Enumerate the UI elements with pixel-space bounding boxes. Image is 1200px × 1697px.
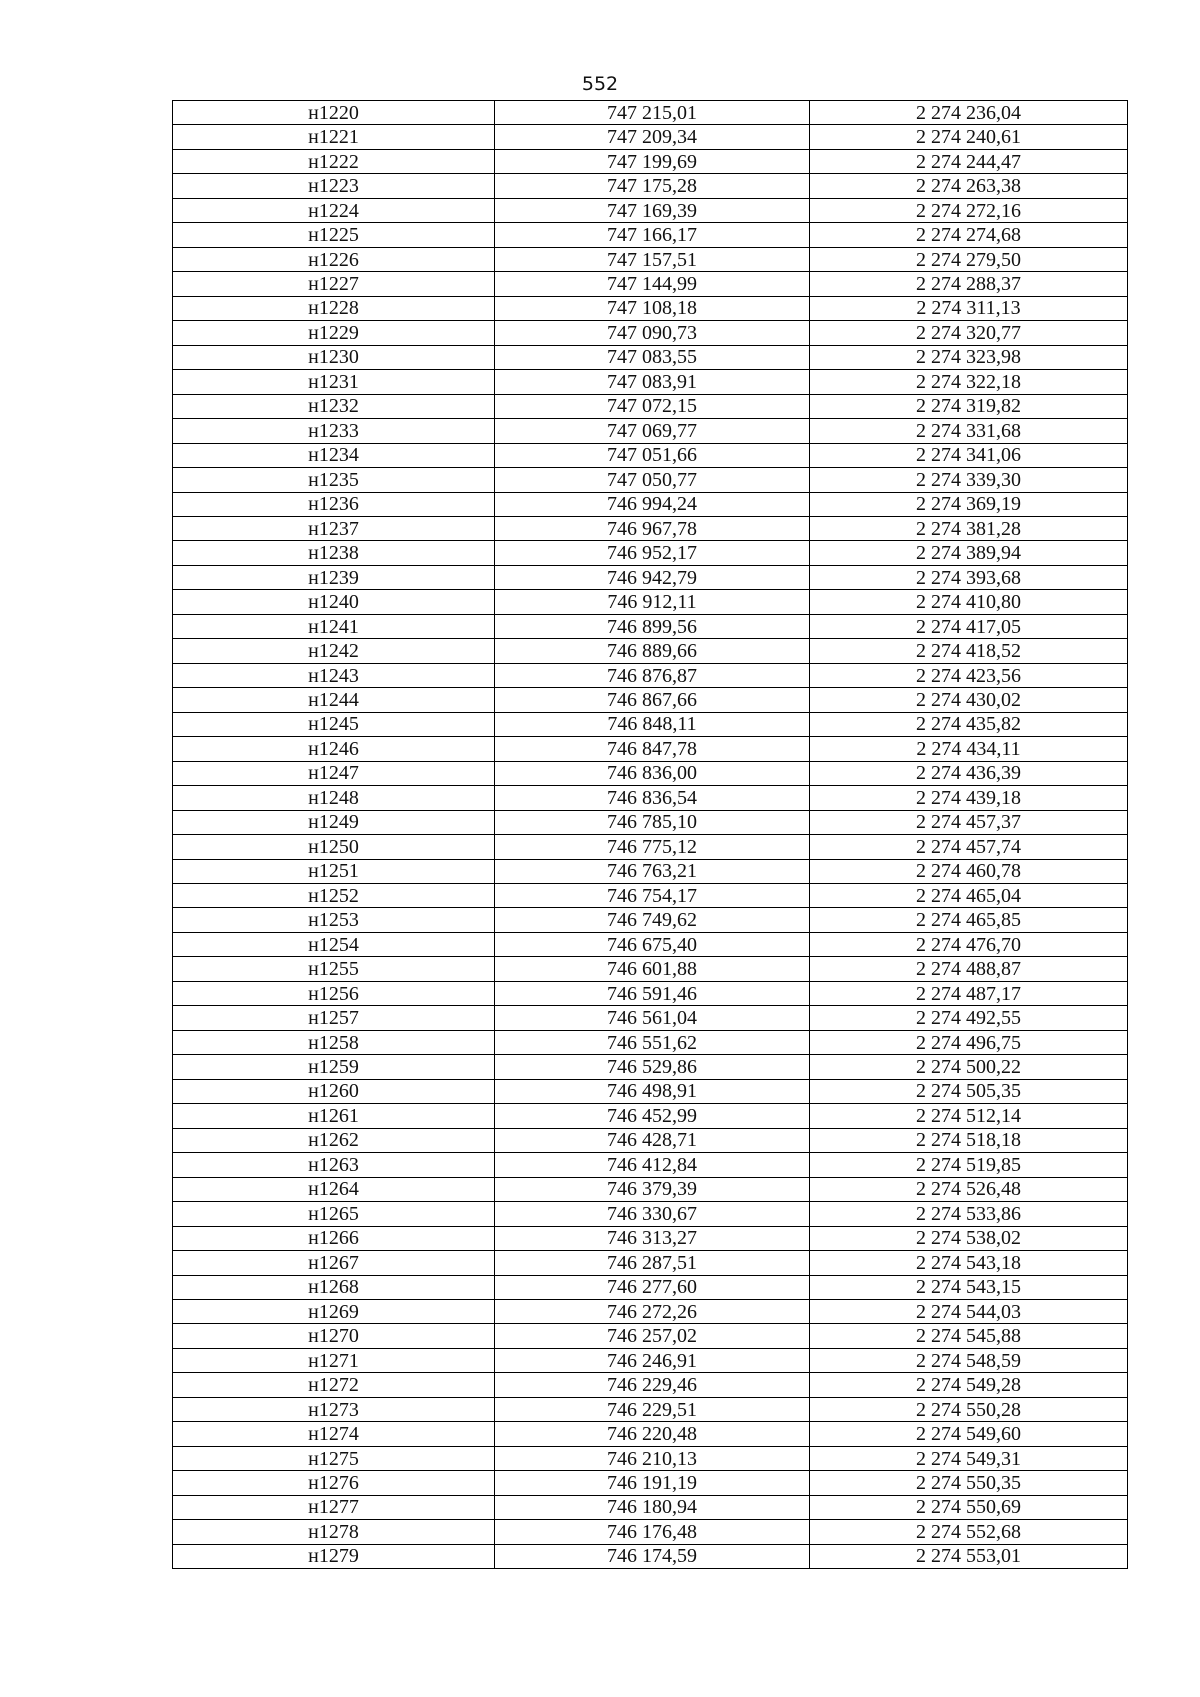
x-coordinate-cell: 747 169,39	[495, 198, 810, 222]
y-coordinate-cell: 2 274 549,28	[810, 1373, 1128, 1397]
point-id-cell: н1264	[173, 1177, 495, 1201]
y-coordinate-cell: 2 274 435,82	[810, 712, 1128, 736]
y-coordinate-cell: 2 274 457,37	[810, 810, 1128, 834]
point-id-cell: н1267	[173, 1251, 495, 1275]
x-coordinate-cell: 746 176,48	[495, 1520, 810, 1544]
y-coordinate-cell: 2 274 410,80	[810, 590, 1128, 614]
x-coordinate-cell: 746 601,88	[495, 957, 810, 981]
y-coordinate-cell: 2 274 505,35	[810, 1079, 1128, 1103]
point-id-cell: н1262	[173, 1128, 495, 1152]
y-coordinate-cell: 2 274 496,75	[810, 1030, 1128, 1054]
y-coordinate-cell: 2 274 518,18	[810, 1128, 1128, 1152]
table-row	[173, 737, 1128, 761]
y-coordinate-cell: 2 274 460,78	[810, 859, 1128, 883]
x-coordinate-cell: 747 069,77	[495, 419, 810, 443]
table-row	[173, 1422, 1128, 1446]
point-id-cell: н1230	[173, 345, 495, 369]
point-id-cell: н1238	[173, 541, 495, 565]
y-coordinate-cell: 2 274 487,17	[810, 981, 1128, 1005]
x-coordinate-cell: 746 867,66	[495, 688, 810, 712]
point-id-cell: н1223	[173, 174, 495, 198]
point-id-cell: н1240	[173, 590, 495, 614]
x-coordinate-cell: 746 498,91	[495, 1079, 810, 1103]
x-coordinate-cell: 746 272,26	[495, 1299, 810, 1323]
point-id-cell: н1228	[173, 296, 495, 320]
x-coordinate-cell: 746 763,21	[495, 859, 810, 883]
point-id-cell: н1229	[173, 321, 495, 345]
table-row	[173, 761, 1128, 785]
y-coordinate-cell: 2 274 320,77	[810, 321, 1128, 345]
table-row	[173, 223, 1128, 247]
point-id-cell: н1265	[173, 1202, 495, 1226]
point-id-cell: н1254	[173, 932, 495, 956]
point-id-cell: н1261	[173, 1104, 495, 1128]
point-id-cell: н1235	[173, 468, 495, 492]
y-coordinate-cell: 2 274 244,47	[810, 149, 1128, 173]
table-row	[173, 1544, 1128, 1568]
point-id-cell: н1255	[173, 957, 495, 981]
y-coordinate-cell: 2 274 341,06	[810, 443, 1128, 467]
table-row	[173, 345, 1128, 369]
y-coordinate-cell: 2 274 488,87	[810, 957, 1128, 981]
x-coordinate-cell: 746 452,99	[495, 1104, 810, 1128]
table-row	[173, 1495, 1128, 1519]
point-id-cell: н1268	[173, 1275, 495, 1299]
table-row	[173, 590, 1128, 614]
x-coordinate-cell: 746 379,39	[495, 1177, 810, 1201]
table-row	[173, 614, 1128, 638]
table-row	[173, 370, 1128, 394]
y-coordinate-cell: 2 274 322,18	[810, 370, 1128, 394]
table-row	[173, 149, 1128, 173]
table-row	[173, 981, 1128, 1005]
x-coordinate-cell: 747 199,69	[495, 149, 810, 173]
y-coordinate-cell: 2 274 548,59	[810, 1348, 1128, 1372]
x-coordinate-cell: 746 899,56	[495, 614, 810, 638]
x-coordinate-cell: 746 675,40	[495, 932, 810, 956]
x-coordinate-cell: 746 847,78	[495, 737, 810, 761]
y-coordinate-cell: 2 274 545,88	[810, 1324, 1128, 1348]
y-coordinate-cell: 2 274 543,15	[810, 1275, 1128, 1299]
table-row	[173, 786, 1128, 810]
y-coordinate-cell: 2 274 436,39	[810, 761, 1128, 785]
table-row	[173, 1397, 1128, 1421]
coordinates-table-body	[173, 101, 1128, 1569]
y-coordinate-cell: 2 274 288,37	[810, 272, 1128, 296]
table-row	[173, 663, 1128, 687]
table-row	[173, 321, 1128, 345]
table-row	[173, 688, 1128, 712]
y-coordinate-cell: 2 274 544,03	[810, 1299, 1128, 1323]
y-coordinate-cell: 2 274 331,68	[810, 419, 1128, 443]
x-coordinate-cell: 746 952,17	[495, 541, 810, 565]
x-coordinate-cell: 746 246,91	[495, 1348, 810, 1372]
y-coordinate-cell: 2 274 550,35	[810, 1471, 1128, 1495]
y-coordinate-cell: 2 274 549,60	[810, 1422, 1128, 1446]
table-row	[173, 1079, 1128, 1103]
y-coordinate-cell: 2 274 552,68	[810, 1520, 1128, 1544]
x-coordinate-cell: 746 848,11	[495, 712, 810, 736]
x-coordinate-cell: 747 083,55	[495, 345, 810, 369]
point-id-cell: н1247	[173, 761, 495, 785]
point-id-cell: н1244	[173, 688, 495, 712]
x-coordinate-cell: 746 775,12	[495, 835, 810, 859]
point-id-cell: н1269	[173, 1299, 495, 1323]
point-id-cell: н1249	[173, 810, 495, 834]
point-id-cell: н1257	[173, 1006, 495, 1030]
x-coordinate-cell: 746 912,11	[495, 590, 810, 614]
y-coordinate-cell: 2 274 465,85	[810, 908, 1128, 932]
y-coordinate-cell: 2 274 465,04	[810, 884, 1128, 908]
x-coordinate-cell: 746 749,62	[495, 908, 810, 932]
table-row	[173, 419, 1128, 443]
point-id-cell: н1271	[173, 1348, 495, 1372]
point-id-cell: н1245	[173, 712, 495, 736]
x-coordinate-cell: 746 277,60	[495, 1275, 810, 1299]
x-coordinate-cell: 746 836,54	[495, 786, 810, 810]
y-coordinate-cell: 2 274 417,05	[810, 614, 1128, 638]
x-coordinate-cell: 746 994,24	[495, 492, 810, 516]
y-coordinate-cell: 2 274 549,31	[810, 1446, 1128, 1470]
table-row	[173, 1128, 1128, 1152]
table-row	[173, 1446, 1128, 1470]
point-id-cell: н1241	[173, 614, 495, 638]
table-row	[173, 394, 1128, 418]
point-id-cell: н1256	[173, 981, 495, 1005]
point-id-cell: н1226	[173, 247, 495, 271]
table-row	[173, 541, 1128, 565]
y-coordinate-cell: 2 274 311,13	[810, 296, 1128, 320]
x-coordinate-cell: 746 591,46	[495, 981, 810, 1005]
point-id-cell: н1234	[173, 443, 495, 467]
table-row	[173, 1202, 1128, 1226]
point-id-cell: н1253	[173, 908, 495, 932]
point-id-cell: н1231	[173, 370, 495, 394]
table-row	[173, 1471, 1128, 1495]
table-row	[173, 1055, 1128, 1079]
table-row	[173, 1226, 1128, 1250]
x-coordinate-cell: 746 967,78	[495, 516, 810, 540]
y-coordinate-cell: 2 274 339,30	[810, 468, 1128, 492]
point-id-cell: н1279	[173, 1544, 495, 1568]
y-coordinate-cell: 2 274 319,82	[810, 394, 1128, 418]
point-id-cell: н1252	[173, 884, 495, 908]
table-row	[173, 443, 1128, 467]
table-row	[173, 125, 1128, 149]
x-coordinate-cell: 747 175,28	[495, 174, 810, 198]
y-coordinate-cell: 2 274 519,85	[810, 1153, 1128, 1177]
point-id-cell: н1246	[173, 737, 495, 761]
y-coordinate-cell: 2 274 240,61	[810, 125, 1128, 149]
point-id-cell: н1277	[173, 1495, 495, 1519]
x-coordinate-cell: 747 090,73	[495, 321, 810, 345]
x-coordinate-cell: 746 287,51	[495, 1251, 810, 1275]
x-coordinate-cell: 747 166,17	[495, 223, 810, 247]
table-row	[173, 247, 1128, 271]
point-id-cell: н1273	[173, 1397, 495, 1421]
point-id-cell: н1258	[173, 1030, 495, 1054]
table-row	[173, 1251, 1128, 1275]
x-coordinate-cell: 746 785,10	[495, 810, 810, 834]
coordinates-table	[172, 100, 1128, 1569]
x-coordinate-cell: 746 561,04	[495, 1006, 810, 1030]
table-row	[173, 1299, 1128, 1323]
y-coordinate-cell: 2 274 263,38	[810, 174, 1128, 198]
x-coordinate-cell: 746 257,02	[495, 1324, 810, 1348]
point-id-cell: н1239	[173, 565, 495, 589]
x-coordinate-cell: 746 180,94	[495, 1495, 810, 1519]
table-row	[173, 174, 1128, 198]
page-number: 552	[581, 73, 619, 95]
x-coordinate-cell: 746 229,51	[495, 1397, 810, 1421]
y-coordinate-cell: 2 274 389,94	[810, 541, 1128, 565]
x-coordinate-cell: 746 330,67	[495, 1202, 810, 1226]
x-coordinate-cell: 746 754,17	[495, 884, 810, 908]
y-coordinate-cell: 2 274 236,04	[810, 101, 1128, 125]
table-row	[173, 1520, 1128, 1544]
y-coordinate-cell: 2 274 439,18	[810, 786, 1128, 810]
table-row	[173, 272, 1128, 296]
y-coordinate-cell: 2 274 500,22	[810, 1055, 1128, 1079]
point-id-cell: н1222	[173, 149, 495, 173]
point-id-cell: н1243	[173, 663, 495, 687]
x-coordinate-cell: 746 876,87	[495, 663, 810, 687]
table-row	[173, 1348, 1128, 1372]
y-coordinate-cell: 2 274 279,50	[810, 247, 1128, 271]
table-row	[173, 884, 1128, 908]
y-coordinate-cell: 2 274 274,68	[810, 223, 1128, 247]
y-coordinate-cell: 2 274 550,69	[810, 1495, 1128, 1519]
table-row	[173, 1177, 1128, 1201]
x-coordinate-cell: 747 072,15	[495, 394, 810, 418]
x-coordinate-cell: 747 083,91	[495, 370, 810, 394]
point-id-cell: н1248	[173, 786, 495, 810]
point-id-cell: н1278	[173, 1520, 495, 1544]
x-coordinate-cell: 746 229,46	[495, 1373, 810, 1397]
x-coordinate-cell: 747 050,77	[495, 468, 810, 492]
y-coordinate-cell: 2 274 423,56	[810, 663, 1128, 687]
table-row	[173, 516, 1128, 540]
table-row	[173, 810, 1128, 834]
table-row	[173, 1030, 1128, 1054]
point-id-cell: н1275	[173, 1446, 495, 1470]
point-id-cell: н1233	[173, 419, 495, 443]
x-coordinate-cell: 746 836,00	[495, 761, 810, 785]
point-id-cell: н1259	[173, 1055, 495, 1079]
x-coordinate-cell: 747 144,99	[495, 272, 810, 296]
x-coordinate-cell: 747 209,34	[495, 125, 810, 149]
point-id-cell: н1270	[173, 1324, 495, 1348]
table-row	[173, 101, 1128, 125]
point-id-cell: н1276	[173, 1471, 495, 1495]
y-coordinate-cell: 2 274 492,55	[810, 1006, 1128, 1030]
x-coordinate-cell: 746 412,84	[495, 1153, 810, 1177]
table-row	[173, 639, 1128, 663]
x-coordinate-cell: 746 220,48	[495, 1422, 810, 1446]
y-coordinate-cell: 2 274 543,18	[810, 1251, 1128, 1275]
table-row	[173, 296, 1128, 320]
table-row	[173, 957, 1128, 981]
y-coordinate-cell: 2 274 434,11	[810, 737, 1128, 761]
y-coordinate-cell: 2 274 381,28	[810, 516, 1128, 540]
x-coordinate-cell: 746 174,59	[495, 1544, 810, 1568]
table-row	[173, 565, 1128, 589]
y-coordinate-cell: 2 274 538,02	[810, 1226, 1128, 1250]
y-coordinate-cell: 2 274 430,02	[810, 688, 1128, 712]
point-id-cell: н1266	[173, 1226, 495, 1250]
x-coordinate-cell: 747 051,66	[495, 443, 810, 467]
point-id-cell: н1236	[173, 492, 495, 516]
table-row	[173, 859, 1128, 883]
x-coordinate-cell: 746 551,62	[495, 1030, 810, 1054]
table-row	[173, 1104, 1128, 1128]
point-id-cell: н1251	[173, 859, 495, 883]
x-coordinate-cell: 747 157,51	[495, 247, 810, 271]
table-row	[173, 712, 1128, 736]
point-id-cell: н1224	[173, 198, 495, 222]
table-row	[173, 908, 1128, 932]
point-id-cell: н1260	[173, 1079, 495, 1103]
x-coordinate-cell: 746 210,13	[495, 1446, 810, 1470]
point-id-cell: н1221	[173, 125, 495, 149]
point-id-cell: н1220	[173, 101, 495, 125]
y-coordinate-cell: 2 274 418,52	[810, 639, 1128, 663]
y-coordinate-cell: 2 274 526,48	[810, 1177, 1128, 1201]
point-id-cell: н1250	[173, 835, 495, 859]
table-row	[173, 932, 1128, 956]
y-coordinate-cell: 2 274 553,01	[810, 1544, 1128, 1568]
point-id-cell: н1237	[173, 516, 495, 540]
x-coordinate-cell: 746 942,79	[495, 565, 810, 589]
table-row	[173, 468, 1128, 492]
table-row	[173, 835, 1128, 859]
y-coordinate-cell: 2 274 476,70	[810, 932, 1128, 956]
x-coordinate-cell: 746 529,86	[495, 1055, 810, 1079]
y-coordinate-cell: 2 274 272,16	[810, 198, 1128, 222]
table-row	[173, 1006, 1128, 1030]
y-coordinate-cell: 2 274 457,74	[810, 835, 1128, 859]
point-id-cell: н1274	[173, 1422, 495, 1446]
table-row	[173, 1153, 1128, 1177]
table-row	[173, 1275, 1128, 1299]
point-id-cell: н1232	[173, 394, 495, 418]
y-coordinate-cell: 2 274 512,14	[810, 1104, 1128, 1128]
y-coordinate-cell: 2 274 323,98	[810, 345, 1128, 369]
point-id-cell: н1272	[173, 1373, 495, 1397]
table-row	[173, 492, 1128, 516]
x-coordinate-cell: 746 428,71	[495, 1128, 810, 1152]
x-coordinate-cell: 746 313,27	[495, 1226, 810, 1250]
y-coordinate-cell: 2 274 533,86	[810, 1202, 1128, 1226]
x-coordinate-cell: 747 215,01	[495, 101, 810, 125]
table-row	[173, 1373, 1128, 1397]
point-id-cell: н1263	[173, 1153, 495, 1177]
x-coordinate-cell: 746 191,19	[495, 1471, 810, 1495]
point-id-cell: н1242	[173, 639, 495, 663]
table-row	[173, 1324, 1128, 1348]
point-id-cell: н1225	[173, 223, 495, 247]
table-row	[173, 198, 1128, 222]
y-coordinate-cell: 2 274 393,68	[810, 565, 1128, 589]
point-id-cell: н1227	[173, 272, 495, 296]
x-coordinate-cell: 747 108,18	[495, 296, 810, 320]
y-coordinate-cell: 2 274 550,28	[810, 1397, 1128, 1421]
y-coordinate-cell: 2 274 369,19	[810, 492, 1128, 516]
x-coordinate-cell: 746 889,66	[495, 639, 810, 663]
